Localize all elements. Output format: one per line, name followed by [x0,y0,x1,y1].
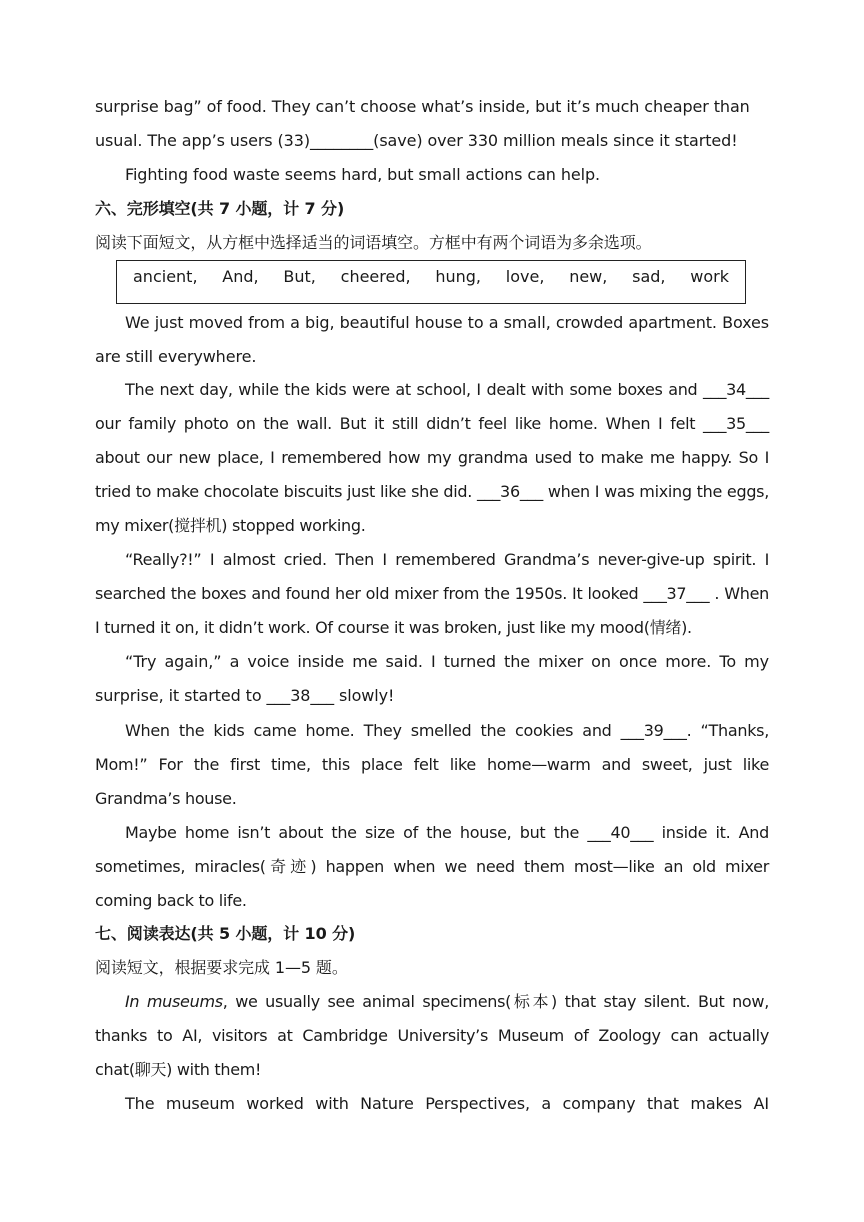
reading-paragraph-1-text: , we usually see animal specimens(标本) that stay silent. But now, thanks to AI, visitors at Cambridge University’s Museum of Zoology can actually chat(聊天) with them! [95,992,769,1079]
reading-paragraph-2: The museum worked with Nature Perspectives, a company that makes AI [125,1094,769,1113]
carryover-line-2: usual. The app’s users (33)________(save) over 330 million meals since it started! [95,131,738,150]
carryover-line-1: surprise bag” of food. They can’t choose what’s inside, but it’s much cheaper than [95,97,750,116]
word-bank-item: cheered, [340,267,411,286]
closing-paragraph: Fighting food waste seems hard, but small actions can help. [125,165,600,184]
word-bank-item: But, [283,267,316,286]
word-bank-item: And, [222,267,259,286]
cloze-paragraph-3: “Really?!” I almost cried. Then I remembered Grandma’s never-give-up spirit. I searched the boxes and found her old mixer from the 1950s. It looked ___37___ . When I turned it on, it didn’t work. Of course it was broken, just like my mood(情绪). [95,550,769,637]
italic-phrase: In museums [125,992,223,1011]
word-bank-box [116,260,746,304]
section7-instruction: 阅读短文，根据要求完成 1—5 题。 [95,958,348,977]
word-bank-item: hung, [435,267,482,286]
cloze-paragraph-4: “Try again,” a voice inside me said. I turned the mixer on once more. To my surprise, it started to ___38___ slowly! [95,652,769,705]
cloze-paragraph-2: The next day, while the kids were at school, I dealt with some boxes and ___34___ our family photo on the wall. But it still didn’t feel like home. When I felt ___35___ about our new place, I remembered how my grandma used to make me happy. So I tried to make chocolate biscuits just like she did. ___36___ when I was mixing the eggs, my mixer(搅拌机) stopped working. [95,380,769,535]
word-bank-item: sad, [632,267,666,286]
word-bank-item: ancient, [133,267,198,286]
section7-title: 七、阅读表达(共 5 小题，计 10 分) [95,924,356,943]
cloze-paragraph-1: We just moved from a big, beautiful house to a small, crowded apartment. Boxes are still everywhere. [95,313,769,366]
word-bank-item: love, [505,267,545,286]
reading-paragraph-1 [95,985,769,1087]
word-bank-list [133,265,729,289]
section6-title: 六、完形填空(共 7 小题，计 7 分) [95,199,345,218]
cloze-paragraph-6: Maybe home isn’t about the size of the house, but the ___40___ inside it. And sometimes, miracles(奇迹) happen when we need them most—like an old mixer coming back to life. [95,823,769,910]
section6-instruction: 阅读下面短文，从方框中选择适当的词语填空。方框中有两个词语为多余选项。 [95,233,652,252]
word-bank-item: work [690,267,729,286]
cloze-paragraph-5: When the kids came home. They smelled the cookies and ___39___. “Thanks, Mom!” For the first time, this place felt like home—warm and sweet, just like Grandma’s house. [95,721,769,808]
word-bank-item: new, [569,267,608,286]
